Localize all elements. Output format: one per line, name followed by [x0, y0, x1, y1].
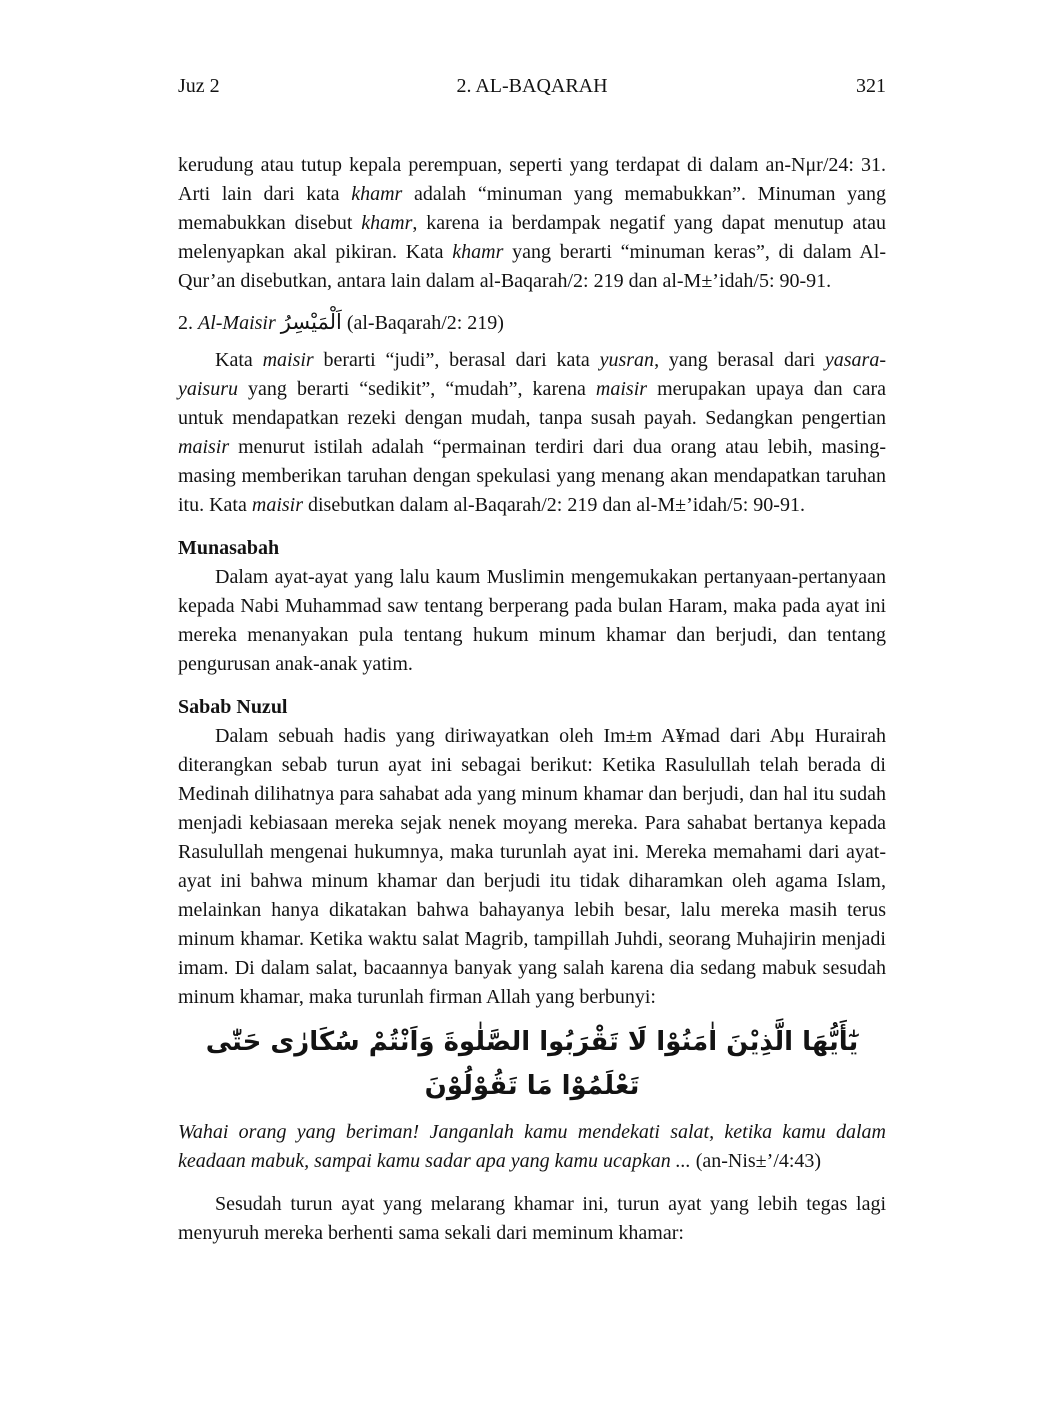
text-run: menurut istilah adalah “permainan terdiri dari dua orang atau lebih, masing-masing memberikan taruhan dengan spekulasi yang menang akan mendapatkan taruhan itu. Kata	[178, 436, 886, 516]
text-run: 2.	[178, 312, 198, 334]
paragraph-munasabah	[178, 563, 886, 679]
text-run: khamr	[361, 212, 413, 234]
paragraph-khamr-definition	[178, 151, 886, 296]
text-run: disebutkan dalam al-Baqarah/2: 219 dan al-M±’idah/5: 90-91.	[303, 494, 805, 516]
text-run: merupakan upaya dan cara untuk mendapatkan rezeki dengan mudah, tanpa susah payah. Sedangkan pengertian	[178, 378, 886, 429]
header-surah-title: 2. AL-BAQARAH	[456, 75, 608, 97]
text-run: Dalam ayat-ayat yang lalu kaum Muslimin mengemukakan pertanyaan-pertanyaan kepada Nabi Muhammad saw tentang berperang pada bulan Haram, maka pada ayat ini mereka menanyakan pula tentang hukum minum khamar dan berjudi, dan tentang pengurusan anak-anak yatim.	[178, 566, 886, 675]
text-run: (al-Baqarah/2: 219)	[341, 312, 504, 334]
arabic-inline-text: اَلْمَيْسِرُ	[280, 310, 342, 334]
paragraph-closing	[178, 1190, 886, 1248]
header-juz: Juz 2	[178, 75, 220, 97]
arabic-verse-an-nisa-43: يٰٓأَيُّهَا الَّذِيْنَ اٰمَنُوْا لَا تَقْرَبُوا الصَّلٰوةَ وَاَنْتُمْ سُكَارٰى حَتّٰى تَعْلَمُوْا مَا تَقُوْلُوْنَ	[205, 1027, 859, 1101]
text-run: yusran	[599, 349, 655, 371]
text-run: adalah “minuman yang memabukkan”. Minuman yang memabukkan disebut	[178, 183, 886, 234]
text-run: khamr	[351, 183, 403, 205]
text-run: khamr	[452, 241, 504, 263]
text-run: Wahai orang yang beriman! Janganlah kamu mendekati salat, ketika kamu dalam keadaan mabuk, sampai kamu sadar apa yang kamu ucapkan ...	[178, 1121, 886, 1172]
text-run: (an-Nis±’/4:43)	[695, 1150, 822, 1172]
text-run: yang berarti “sedikit”, “mudah”, karena	[238, 378, 596, 400]
text-run: Al-Maisir	[198, 312, 276, 334]
text-run: Sesudah turun ayat yang melarang khamar ini, turun ayat yang lebih tegas lagi menyuruh mereka berhenti sama sekali dari meminum khamar:	[178, 1193, 886, 1244]
text-run: maisir	[262, 349, 314, 371]
header-page-number: 321	[856, 75, 886, 97]
running-header	[178, 72, 886, 101]
paragraph-verse-translation	[178, 1118, 886, 1176]
text-run: maisir	[178, 436, 230, 458]
text-run: yasara-yaisuru	[178, 349, 886, 400]
text-run: berarti “judi”, berasal dari kata	[313, 349, 600, 371]
paragraph-sabab-nuzul	[178, 722, 886, 1012]
text-run: Dalam sebuah hadis yang diriwayatkan oleh Im±m A¥mad dari Abμ Hurairah diterangkan sebab turun ayat ini sebagai berikut: Ketika Rasulullah telah berada di Medinah dilihatnya para sahabat ada yang minum khamar dan berjudi, dan hal itu sudah menjadi kebiasaan mereka sejak nenek moyang mereka. Para sahabat bertanya kepada Rasulullah mengenai hukumnya, maka turunlah ayat ini. Mereka memahami dari ayat-ayat ini bahwa minum khamar dan berjudi itu tidak diharamkan oleh agama Islam, melainkan hanya dikatakan bahwa bahayanya lebih besar, lalu mereka masih terus minum khamar. Ketika waktu salat Magrib, tampillah Juhdi, seorang Muhajirin menjadi imam. Di dalam salat, bacaannya banyak yang salah karena dia sedang mabuk sesudah minum khamar, maka turunlah firman Allah yang berbunyi:	[178, 725, 886, 1008]
heading-munasabah: Munasabah	[178, 537, 280, 559]
text-run: Kata	[215, 349, 263, 371]
text-run: , karena ia berdampak negatif yang dapat menutup atau melenyapkan akal pikiran. Kata	[178, 212, 886, 263]
text-run: maisir	[595, 378, 648, 400]
heading-sabab-nuzul: Sabab Nuzul	[178, 696, 288, 718]
paragraph-maisir-definition	[178, 346, 886, 520]
heading-al-maisir	[178, 308, 886, 338]
text-run: kerudung atau tutup kepala perempuan, seperti yang terdapat di dalam an-Nμr/24: 31. Arti lain dari kata	[178, 154, 886, 205]
text-run: maisir	[251, 494, 303, 516]
text-run: yang berarti “minuman keras”, di dalam Al-Qur’an disebutkan, antara lain dalam al-Baqarah/2: 219 dan al-M±’idah/5: 90-91.	[178, 241, 886, 292]
text-run: , yang berasal dari	[654, 349, 825, 371]
